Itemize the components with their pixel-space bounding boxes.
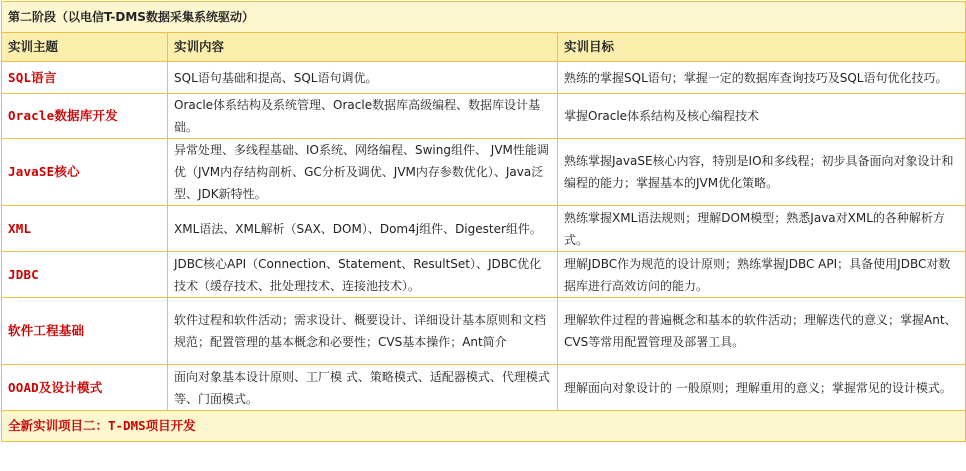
table-row	[2, 139, 966, 206]
row-topic: Oracle数据库开发	[2, 94, 168, 139]
row-topic: JDBC	[2, 252, 168, 298]
table-row	[2, 62, 966, 94]
row-content: Oracle体系结构及系统管理、Oracle数据库高级编程、数据库设计基础。	[168, 94, 558, 139]
header-topic: 实训主题	[2, 33, 168, 62]
row-topic: OOAD及设计模式	[2, 365, 168, 411]
row-goal: 熟练掌握JavaSE核心内容，特别是IO和多线程；初步具备面向对象设计和编程的能力；掌握基本的JVM优化策略。	[558, 139, 966, 206]
row-content: SQL语句基础和提高、SQL语句调优。	[168, 62, 558, 94]
row-content: JDBC核心API（Connection、Statement、ResultSet）、JDBC优化技术（缓存技术、批处理技术、连接池技术）。	[168, 252, 558, 298]
header-goal: 实训目标	[558, 33, 966, 62]
row-goal: 理解软件过程的普遍概念和基本的软件活动；理解迭代的意义；掌握Ant、CVS等常用配置管理及部署工具。	[558, 298, 966, 365]
table-row	[2, 365, 966, 411]
row-topic: XML	[2, 206, 168, 252]
table-header-row	[2, 33, 966, 62]
row-topic: SQL语言	[2, 62, 168, 94]
table-row	[2, 298, 966, 365]
row-goal: 熟练掌握XML语法规则；理解DOM模型；熟悉Java对XML的各种解析方式。	[558, 206, 966, 252]
table-row	[2, 94, 966, 139]
row-goal: 理解JDBC作为规范的设计原则；熟练掌握JDBC API；具备使用JDBC对数据库进行高效访问的能力。	[558, 252, 966, 298]
stage-title: 第二阶段（以电信T-DMS数据采集系统驱动）	[2, 2, 966, 33]
row-content: 面向对象基本设计原则、工厂模 式、策略模式、适配器模式、代理模式等、门面模式。	[168, 365, 558, 411]
row-content: 软件过程和软件活动；需求设计、概要设计、详细设计基本原则和文档规范；配置管理的基本概念和必要性；CVS基本操作；Ant简介	[168, 298, 558, 365]
stage-title-row	[2, 2, 966, 33]
table-row	[2, 252, 966, 298]
row-goal: 理解面向对象设计的 一般原则；理解重用的意义；掌握常见的设计模式。	[558, 365, 966, 411]
curriculum-table-wrapper	[1, 1, 965, 442]
row-content: 异常处理、多线程基础、IO系统、网络编程、Swing组件、 JVM性能调优（JVM内存结构剖析、GC分析及调优、JVM内存参数优化）、Java泛型、JDK新特性。	[168, 139, 558, 206]
project-footer: 全新实训项目二：T-DMS项目开发	[2, 411, 966, 442]
row-topic: 软件工程基础	[2, 298, 168, 365]
curriculum-table	[1, 1, 966, 442]
row-content: XML语法、XML解析（SAX、DOM）、Dom4j组件、Digester组件。	[168, 206, 558, 252]
row-goal: 掌握Oracle体系结构及核心编程技术	[558, 94, 966, 139]
row-goal: 熟练的掌握SQL语句；掌握一定的数据库查询技巧及SQL语句优化技巧。	[558, 62, 966, 94]
header-content: 实训内容	[168, 33, 558, 62]
row-topic: JavaSE核心	[2, 139, 168, 206]
footer-row	[2, 411, 966, 442]
table-row	[2, 206, 966, 252]
